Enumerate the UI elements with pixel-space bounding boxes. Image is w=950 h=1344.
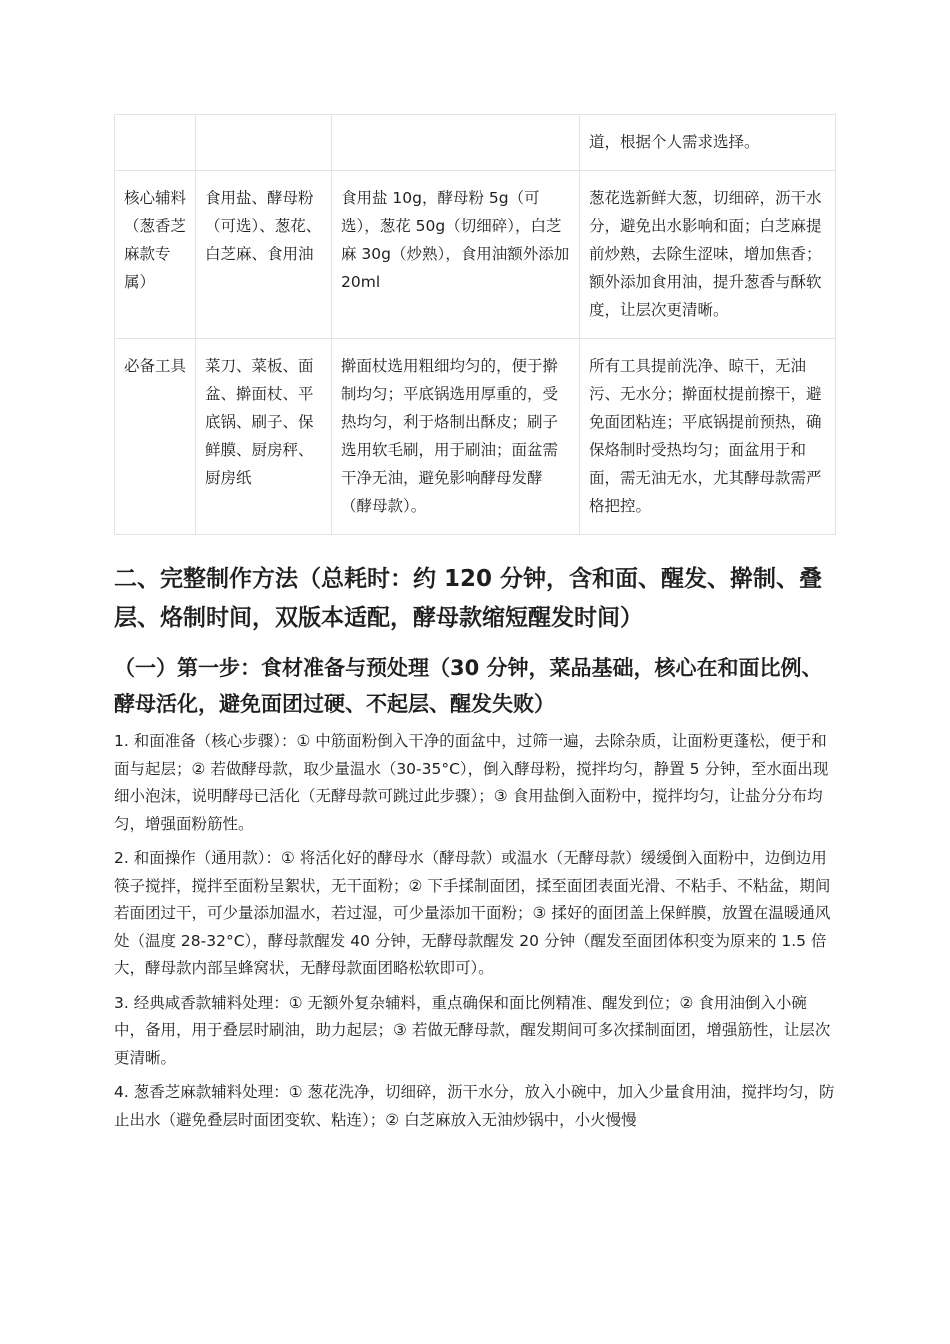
ingredients-table bbox=[114, 114, 836, 535]
table-cell bbox=[115, 115, 196, 171]
table-cell: 道，根据个人需求选择。 bbox=[580, 115, 836, 171]
table-row bbox=[115, 171, 836, 339]
subsection-heading: （一）第一步：食材准备与预处理（30 分钟，菜品基础，核心在和面比例、酵母活化，避免面团过硬、不起层、醒发失败） bbox=[114, 656, 823, 716]
table-cell: 所有工具提前洗净、晾干，无油污、无水分；擀面杖提前擦干，避免面团粘连；平底锅提前预热，确保烙制时受热均匀；面盆用于和面，需无油无水，尤其酵母款需严格把控。 bbox=[580, 339, 836, 535]
table-cell: 擀面杖选用粗细均匀的，便于擀制均匀；平底锅选用厚重的，受热均匀，利于烙制出酥皮；刷子选用软毛刷，用于刷油；面盆需干净无油，避免影响酵母发酵（酵母款）。 bbox=[332, 339, 580, 535]
table-cell: 核心辅料（葱香芝麻款专属） bbox=[115, 171, 196, 339]
step-paragraph: 4. 葱香芝麻款辅料处理：① 葱花洗净，切细碎，沥干水分，放入小碗中，加入少量食用油，搅拌均匀，防止出水（避免叠层时面团变软、粘连）；② 白芝麻放入无油炒锅中，小火慢慢 bbox=[114, 1083, 835, 1129]
step-paragraph: 2. 和面操作（通用款）：① 将活化好的酵母水（酵母款）或温水（无酵母款）缓缓倒入面粉中，边倒边用筷子搅拌，搅拌至面粉呈絮状，无干面粉；② 下手揉制面团，揉至面团表面光滑、不粘手、不粘盆，期间若面团过干，可少量添加温水，若过湿，可少量添加干面粉；③ 揉好的面团盖上保鲜膜，放置在温暖通风处（温度 28-32°C），酵母款醒发 40 分钟，无酵母款醒发 20 分钟（醒发至面团体积变为原来的 1.5 倍大，酵母款内部呈蜂窝状，无酵母款面团略松软即可）。 bbox=[114, 849, 831, 977]
table-cell: 菜刀、菜板、面盆、擀面杖、平底锅、刷子、保鲜膜、厨房秤、厨房纸 bbox=[196, 339, 332, 535]
step-paragraph: 1. 和面准备（核心步骤）：① 中筋面粉倒入干净的面盆中，过筛一遍，去除杂质，让面粉更蓬松，便于和面与起层；② 若做酵母款，取少量温水（30-35°C），倒入酵母粉，搅拌均匀，静置 5 分钟，至水面出现细小泡沫，说明酵母已活化（无酵母款可跳过此步骤）；③ 食用盐倒入面粉中，搅拌均匀，让盐分分布均匀，增强面粉筋性。 bbox=[114, 732, 829, 833]
table-cell: 必备工具 bbox=[115, 339, 196, 535]
table-row bbox=[115, 339, 836, 535]
document-page bbox=[114, 114, 836, 1134]
table-row bbox=[115, 115, 836, 171]
table-cell: 食用盐、酵母粉（可选）、葱花、白芝麻、食用油 bbox=[196, 171, 332, 339]
table-cell bbox=[332, 115, 580, 171]
step-paragraph: 3. 经典咸香款辅料处理：① 无额外复杂辅料，重点确保和面比例精准、醒发到位；② 食用油倒入小碗中，备用，用于叠层时刷油，助力起层；③ 若做无酵母款，醒发期间可多次揉制面团，增强筋性，让层次更清晰。 bbox=[114, 993, 831, 1067]
table-cell bbox=[196, 115, 332, 171]
section-heading: 二、完整制作方法（总耗时：约 120 分钟，含和面、醒发、擀制、叠层、烙制时间，双版本适配，酵母款缩短醒发时间） bbox=[114, 566, 823, 631]
table-cell: 食用盐 10g，酵母粉 5g（可选），葱花 50g（切细碎），白芝麻 30g（炒熟），食用油额外添加 20ml bbox=[332, 171, 580, 339]
table-cell: 葱花选新鲜大葱，切细碎，沥干水分，避免出水影响和面；白芝麻提前炒熟，去除生涩味，增加焦香；额外添加食用油，提升葱香与酥软度，让层次更清晰。 bbox=[580, 171, 836, 339]
